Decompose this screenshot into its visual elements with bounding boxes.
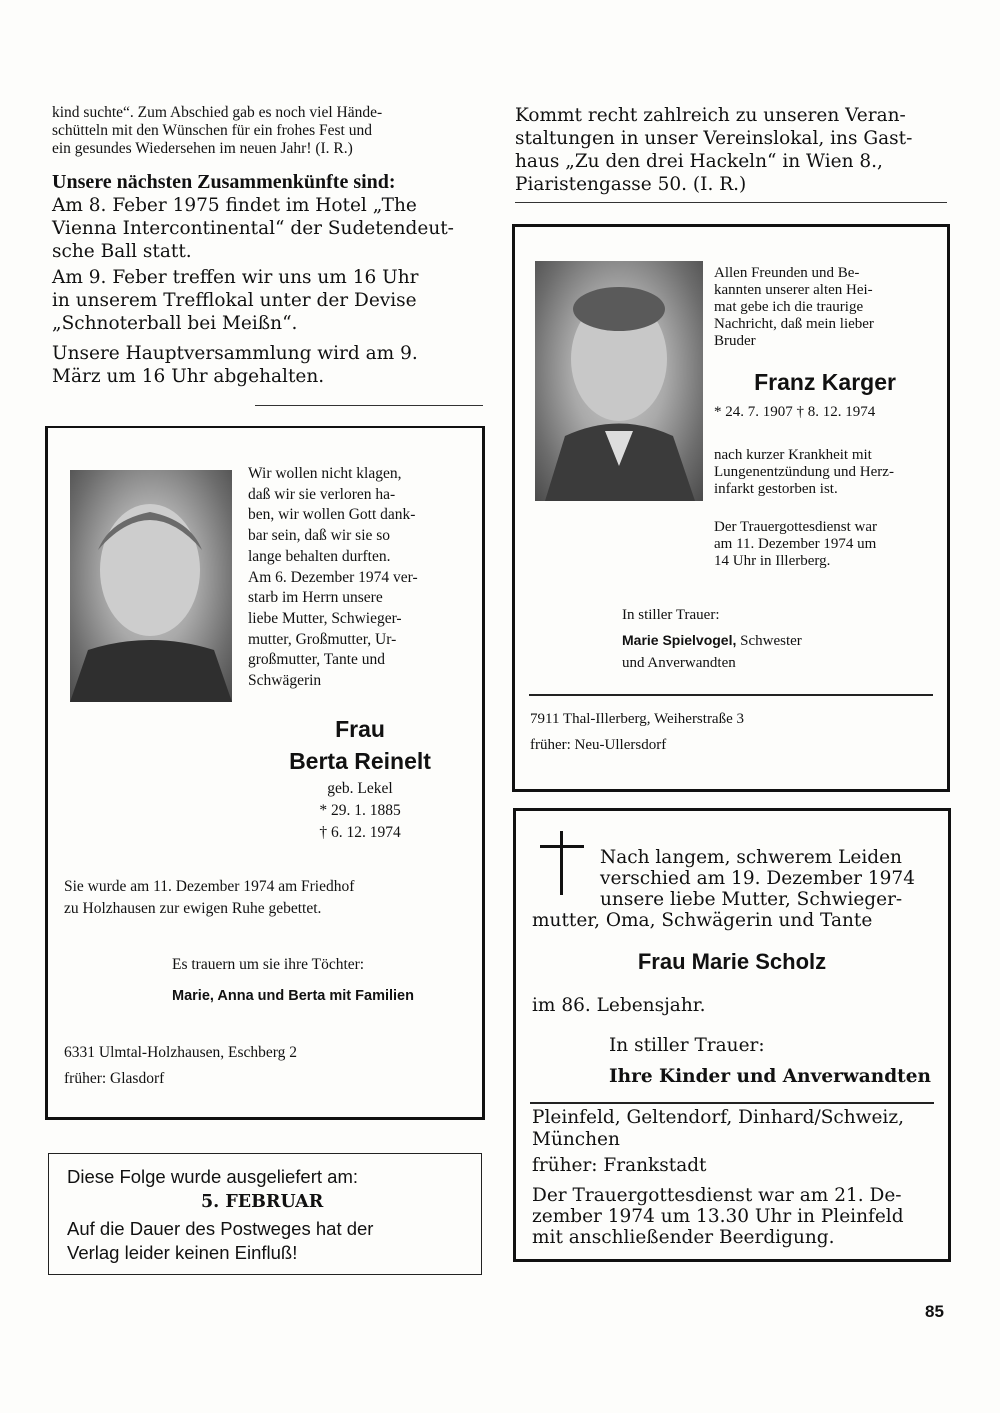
delivery-line-4: Verlag leider keinen Einfluß! — [67, 1242, 298, 1263]
text-line: Kommt recht zahlreich zu unseren Veran- — [515, 105, 906, 126]
text-line: daß wir sie verloren ha- — [248, 485, 396, 503]
reinelt-burial — [64, 876, 472, 920]
karger-address: 7911 Thal-Illerberg, Weiherstraße 3 — [530, 711, 744, 727]
text-line: Am 6. Dezember 1974 ver- — [248, 568, 418, 586]
invitation-paragraph — [515, 104, 955, 196]
text-line: ein gesundes Wiedersehen im neuen Jahr! (I. R.) — [52, 140, 353, 157]
meeting-3-paragraph — [52, 342, 484, 388]
karger-former: früher: Neu-Ullersdorf — [530, 737, 667, 753]
text-line: ben, wir wollen Gott dank- — [248, 506, 416, 524]
reinelt-title: Frau — [335, 716, 385, 742]
text-line: staltungen in unser Vereinslokal, ins Gast- — [515, 128, 913, 149]
scholz-name: Frau Marie Scholz — [637, 949, 827, 974]
karger-cause — [714, 447, 936, 498]
text-line: Sie wurde am 11. Dezember 1974 am Friedhof — [64, 878, 355, 895]
meetings-heading: Unsere nächsten Zusammenkünfte sind: — [52, 171, 396, 193]
text-line: mutter, Oma, Schwägerin und Tante — [532, 910, 873, 931]
reinelt-address: 6331 Ulmtal-Holzhausen, Eschberg 2 — [64, 1044, 298, 1061]
text-line: kannten unserer alten Hei- — [714, 282, 873, 298]
scholz-mourners: Ihre Kinder und Anverwandten — [609, 1066, 931, 1087]
divider — [530, 1102, 934, 1104]
meeting-1-paragraph — [52, 194, 484, 263]
text-line: Nachricht, daß mein lieber — [714, 316, 874, 332]
reinelt-obituary — [45, 426, 485, 1120]
delivery-notice-box — [48, 1153, 482, 1275]
text-line: bar sein, daß wir sie so — [248, 527, 391, 545]
intro-paragraph — [52, 104, 484, 158]
text-line: am 11. Dezember 1974 um — [714, 536, 877, 552]
karger-intro — [714, 265, 936, 350]
scholz-former: früher: Frankstadt — [532, 1155, 707, 1176]
page-number: 85 — [925, 1302, 944, 1321]
karger-relatives: und Anverwandten — [622, 655, 736, 671]
divider — [515, 202, 947, 203]
text-line: zu Holzhausen zur ewigen Ruhe gebettet. — [64, 900, 322, 917]
karger-obituary — [512, 224, 950, 792]
text-line: 14 Uhr in Illerberg. — [714, 553, 831, 569]
karger-name: Franz Karger — [754, 369, 896, 395]
text-line: schütteln mit den Wünschen für ein frohes Fest und — [52, 122, 372, 139]
scholz-places — [532, 1107, 946, 1151]
reinelt-death: † 6. 12. 1974 — [319, 824, 401, 841]
text-line: infarkt gestorben ist. — [714, 481, 838, 497]
scholz-service — [532, 1185, 946, 1248]
reinelt-name: Berta Reinelt — [289, 748, 431, 774]
text-line: Lungenentzündung und Herz- — [714, 464, 894, 480]
text-line: Nach langem, schwerem Leiden — [600, 847, 902, 868]
text-line: zember 1974 um 13.30 Uhr in Pleinfeld — [532, 1206, 904, 1227]
reinelt-mourners-intro: Es trauern um sie ihre Töchter: — [172, 956, 365, 973]
text-line: starb im Herrn unsere — [248, 589, 383, 607]
karger-dates: * 24. 7. 1907 † 8. 12. 1974 — [714, 404, 876, 420]
meeting-2-paragraph — [52, 266, 484, 335]
text-line: verschied am 19. Dezember 1974 — [600, 868, 915, 889]
text-line: Schwägerin — [248, 672, 322, 690]
portrait-photo — [70, 470, 232, 702]
portrait-figure — [70, 470, 232, 702]
scholz-obituary — [513, 808, 951, 1262]
text-line: März um 16 Uhr abgehalten. — [52, 366, 325, 387]
text-line: Am 9. Feber treffen wir uns um 16 Uhr — [52, 267, 419, 288]
divider — [255, 405, 483, 406]
karger-service — [714, 519, 936, 570]
text-line: „Schnoterball bei Meißn“. — [52, 313, 298, 334]
text-line: Der Trauergottesdienst war — [714, 519, 878, 535]
delivery-line-1: Diese Folge wurde ausgeliefert am: — [67, 1166, 359, 1187]
text-line: Wir wollen nicht klagen, — [248, 465, 402, 482]
reinelt-mourners: Marie, Anna und Berta mit Familien — [172, 988, 414, 1004]
mourner-relation: Schwester — [740, 633, 802, 649]
text-line: Piaristengasse 50. (I. R.) — [515, 174, 747, 195]
scholz-age: im 86. Lebensjahr. — [532, 995, 706, 1016]
reinelt-former: früher: Glasdorf — [64, 1070, 165, 1087]
text-line: mit anschließender Beerdigung. — [532, 1227, 835, 1248]
reinelt-born-name: geb. Lekel — [327, 780, 393, 797]
text-line: haus „Zu den drei Hackeln“ in Wien 8., — [515, 151, 883, 172]
text-line: Allen Freunden und Be- — [714, 265, 860, 281]
scholz-mourning-label: In stiller Trauer: — [609, 1035, 765, 1056]
portrait-figure — [535, 261, 703, 501]
karger-mourning-label: In stiller Trauer: — [622, 607, 720, 623]
reinelt-birth: * 29. 1. 1885 — [319, 802, 401, 819]
text-line: mat gebe ich die traurige — [714, 299, 864, 315]
text-line: kind suchte“. Zum Abschied gab es noch viel Hände- — [52, 104, 383, 121]
text-line: unsere liebe Mutter, Schwieger- — [600, 889, 903, 910]
delivery-line-3: Auf die Dauer des Postweges hat der — [67, 1218, 374, 1239]
text-line: Der Trauergottesdienst war am 21. De- — [532, 1185, 902, 1206]
text-line: Pleinfeld, Geltendorf, Dinhard/Schweiz, — [532, 1107, 904, 1128]
text-line: Am 8. Feber 1975 findet im Hotel „The — [52, 195, 417, 216]
text-line: großmutter, Tante und — [248, 651, 386, 669]
portrait-photo — [535, 261, 703, 501]
text-line: Unsere Hauptversammlung wird am 9. — [52, 343, 418, 364]
text-line: München — [532, 1129, 620, 1150]
text-line: lange behalten durften. — [248, 547, 391, 565]
reinelt-poem — [248, 464, 472, 692]
scholz-intro — [532, 847, 946, 931]
text-line: Vienna Intercontinental“ der Sudetendeut- — [52, 218, 454, 239]
mourner-name: Marie Spielvogel, — [622, 632, 737, 648]
karger-mourner — [622, 632, 802, 650]
text-line: mutter, Großmutter, Ur- — [248, 630, 397, 648]
text-line: Bruder — [714, 333, 756, 349]
text-line: liebe Mutter, Schwieger- — [248, 609, 402, 627]
text-line: sche Ball statt. — [52, 241, 192, 262]
text-line: in unserem Trefflokal unter der Devise — [52, 290, 417, 311]
text-line: nach kurzer Krankheit mit — [714, 447, 872, 463]
divider — [529, 694, 933, 696]
delivery-date: 5. FEBRUAR — [201, 1192, 324, 1212]
